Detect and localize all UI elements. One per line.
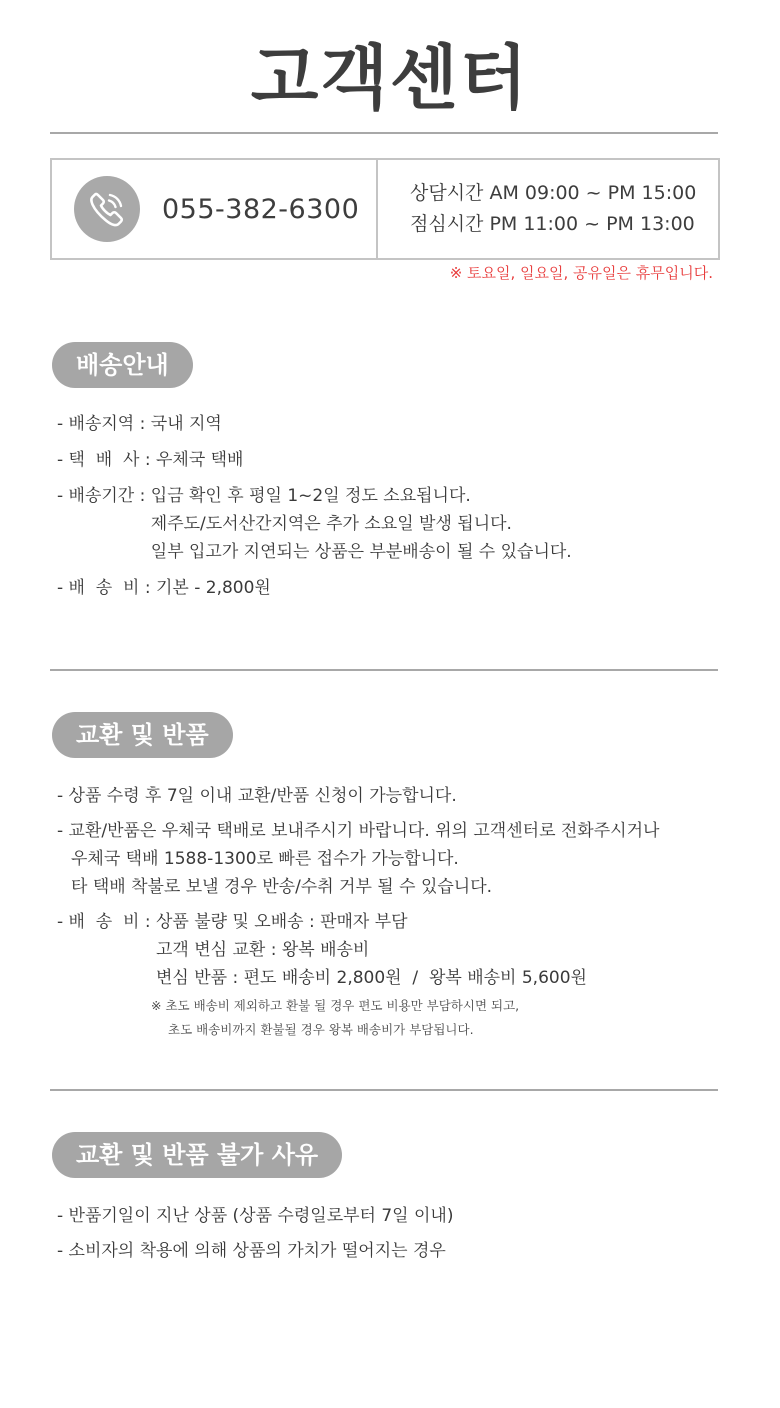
exchange-fee-line: 고객 변심 교환 : 왕복 배송비 bbox=[155, 940, 370, 960]
contact-phone-area bbox=[52, 160, 378, 258]
shipping-area-value: 국내 지역 bbox=[150, 414, 222, 434]
shipping-fee-value: 기본 - 2,800원 bbox=[155, 578, 271, 598]
exchange-line: - 교환/반품은 우체국 택배로 보내주시기 바랍니다. 위의 고객센터로 전화주시거나 bbox=[57, 821, 660, 841]
no-return-info bbox=[57, 1202, 453, 1265]
exchange-fee-label: - 배 송 비 : bbox=[57, 912, 156, 932]
exchange-note: ※ 초도 배송비 제외하고 환불 될 경우 편도 비용만 부담하시면 되고, bbox=[151, 998, 520, 1013]
shipping-carrier-value: 우체국 택배 bbox=[155, 450, 244, 470]
exchange-fee-line: 변심 반품 : 편도 배송비 2,800원 / 왕복 배송비 5,600원 bbox=[155, 968, 587, 988]
shipping-fee-row bbox=[57, 574, 572, 602]
shipping-carrier-row bbox=[57, 446, 572, 474]
shipping-period-row bbox=[57, 482, 572, 566]
phone-icon bbox=[74, 176, 140, 242]
shipping-period-line: 일부 입고가 지연되는 상품은 부분배송이 될 수 있습니다. bbox=[150, 542, 572, 562]
section-heading-shipping: 배송안내 bbox=[52, 342, 193, 388]
exchange-note: 초도 배송비까지 환불될 경우 왕복 배송비가 부담됩니다. bbox=[168, 1022, 474, 1037]
page-title: 고객센터 bbox=[250, 37, 530, 119]
shipping-fee-label: - 배 송 비 : bbox=[57, 578, 156, 598]
holiday-notice: ※ 토요일, 일요일, 공유일은 휴무입니다. bbox=[449, 264, 713, 282]
contact-box bbox=[50, 158, 720, 260]
exchange-fee-line: 상품 불량 및 오배송 : 판매자 부담 bbox=[155, 912, 408, 932]
shipping-period-label: - 배송기간 : bbox=[57, 486, 151, 506]
exchange-fee-row bbox=[57, 908, 659, 992]
exchange-info bbox=[57, 782, 659, 1042]
consult-hours: 상담시간 AM 09:00 ~ PM 15:00 bbox=[410, 182, 697, 204]
exchange-line: - 상품 수령 후 7일 이내 교환/반품 신청이 가능합니다. bbox=[57, 786, 457, 806]
no-return-line: - 반품기일이 지난 상품 (상품 수령일로부터 7일 이내) bbox=[57, 1206, 454, 1226]
shipping-carrier-label: - 택 배 사 : bbox=[57, 450, 156, 470]
section-heading-exchange: 교환 및 반품 bbox=[52, 712, 233, 758]
shipping-info bbox=[57, 410, 572, 602]
contact-hours bbox=[378, 160, 718, 258]
shipping-area-label: - 배송지역 : bbox=[57, 414, 151, 434]
divider bbox=[50, 132, 718, 134]
section-heading-no-return: 교환 및 반품 불가 사유 bbox=[52, 1132, 342, 1178]
no-return-line: - 소비자의 착용에 의해 상품의 가치가 떨어지는 경우 bbox=[57, 1241, 446, 1261]
shipping-period-line: 제주도/도서산간지역은 추가 소요일 발생 됩니다. bbox=[150, 514, 512, 534]
lunch-hours: 점심시간 PM 11:00 ~ PM 13:00 bbox=[410, 213, 695, 235]
phone-number: 055-382-6300 bbox=[162, 193, 360, 225]
shipping-period-line: 입금 확인 후 평일 1~2일 정도 소요됩니다. bbox=[150, 486, 471, 506]
divider bbox=[50, 669, 718, 671]
exchange-line: 우체국 택배 1588-1300로 빠른 접수가 가능합니다. bbox=[71, 849, 459, 869]
divider bbox=[50, 1089, 718, 1091]
exchange-line: 타 택배 착불로 보낼 경우 반송/수취 거부 될 수 있습니다. bbox=[71, 877, 493, 897]
shipping-area-row bbox=[57, 410, 572, 438]
